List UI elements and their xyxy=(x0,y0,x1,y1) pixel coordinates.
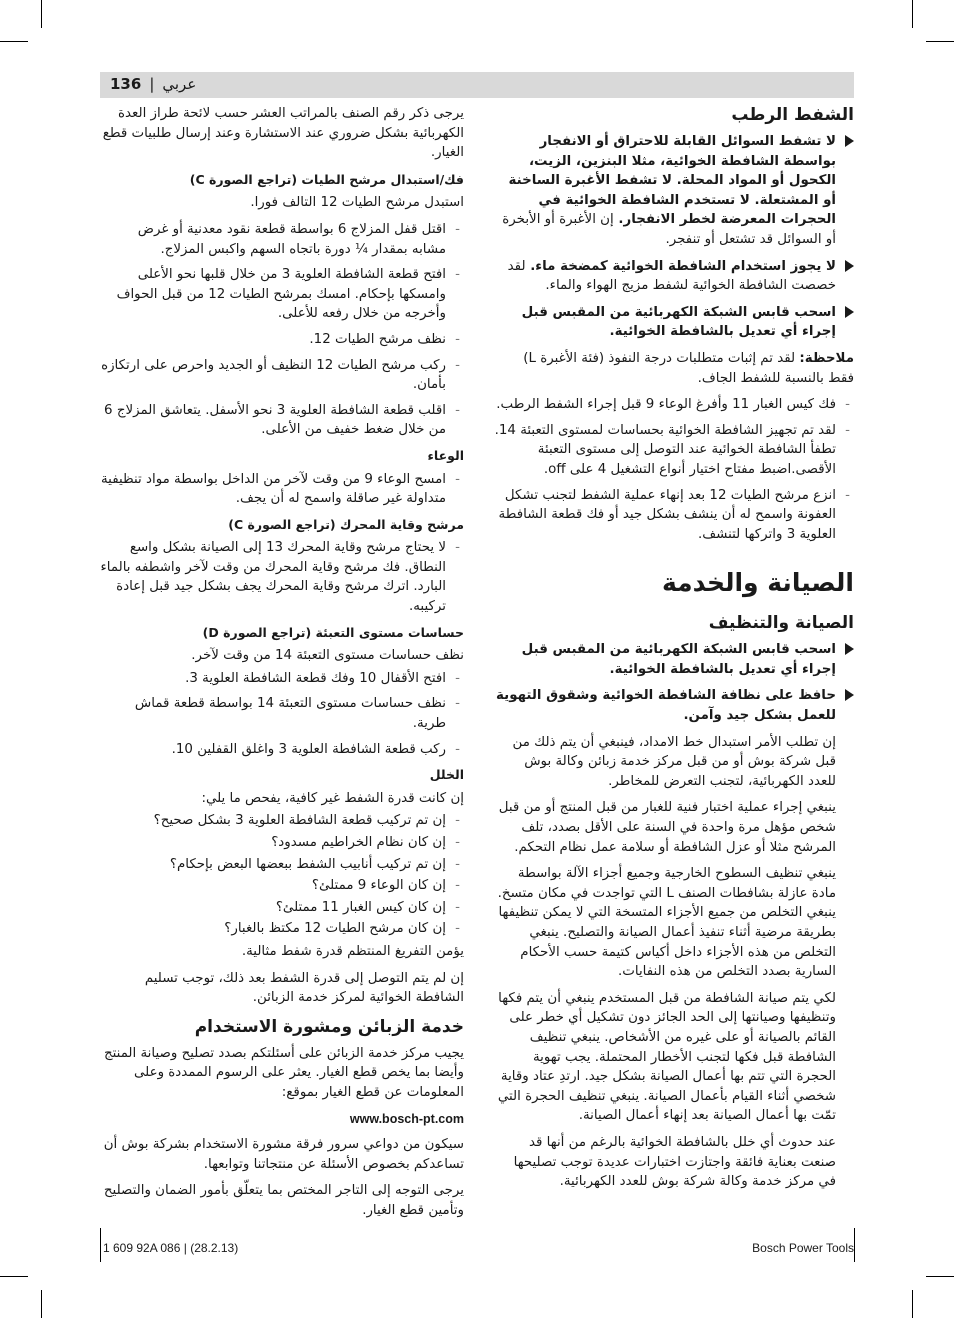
list-item xyxy=(494,421,854,480)
paragraph: إن تطلب الأمر استبدال خط الامداد، فينبغي أن يتم ذلك من قبل شركة بوش أو من قبل مركز خدمة زبائن وكالة بوش للعدد الكهربائية، لتجنب التعرض للمخاطر. xyxy=(512,734,836,789)
list-item-text: إن كان الوعاء 9 ممتلئ؟ xyxy=(311,878,446,894)
list-item xyxy=(100,694,464,733)
list-item xyxy=(100,669,464,689)
paragraph: يجيب مركز خدمة الزبائن على أسئلتكم بصدد تصليح وصيانة المنتج وأيضا بما يخص قطع الغيار. يعثر على الرسوم الممددة وعلى المعلومات عن قطع الغيار بموقع: xyxy=(103,1045,464,1100)
warning-item xyxy=(494,132,854,250)
warning-triangle-icon xyxy=(845,689,854,701)
warning-triangle-icon xyxy=(845,306,854,318)
list-item xyxy=(100,538,464,616)
list-item xyxy=(100,401,464,440)
list-item-text: لقد تم تجهيز الشافطة الخوائية بحساسات لمستوى التعبئة 14. تطفأ الشافطة الخوائية عند التوصل إلى مستوى التعبئة الأقصى.اضبط مفتاح اختيار أنواع التشغيل 4 على off. xyxy=(494,422,836,477)
page-number: 136 xyxy=(110,75,142,93)
warning-item xyxy=(494,303,854,342)
dash-bullet-icon: - xyxy=(845,422,850,438)
crop-mark xyxy=(912,1290,913,1318)
subsection-title: مرشح وقاية المحرك (تراجع الصورة C) xyxy=(228,516,464,532)
warning-triangle-icon xyxy=(845,643,854,655)
warning-bold: لا تشفط السوائل القابلة للاحتراق أو الانفجار بواسطة الشافطة الخوائية، مثلا البنزين، الزيت، الكحول أو المواد المحلة. لا تشفط الأغبرة الساخنة أو المشتعلة. لا تستخدم الشافطة الخوائية في الحجرات المعرضة لخطر الانفجار. xyxy=(508,134,836,228)
dash-bullet-icon: - xyxy=(455,331,460,347)
website-link[interactable]: www.bosch-pt.com xyxy=(349,1111,464,1126)
list-item-text: إن كان نظام الخراطيم مسدود؟ xyxy=(271,835,446,850)
dash-bullet-icon: - xyxy=(455,921,460,937)
crop-mark xyxy=(926,41,954,42)
list-item-text: افتح قطعة الشافطة العلوية 3 من خلال قلبها نحو الأعلى وامسكها بإحكام. امسك بمرشح الطيات 12 من قبل الحواف وأخرجه من خلال رفعه للأعلى. xyxy=(116,267,446,322)
dash-bullet-icon: - xyxy=(455,402,460,418)
dash-bullet-icon: - xyxy=(455,835,460,850)
dash-bullet-icon: - xyxy=(455,899,460,915)
note-text: لقد تم إثبات متطلبات درجة النفوذ (فئة الأغبرة L) فقط بالنسبة للشفط الجاف. xyxy=(523,350,854,386)
paragraph: ينبغي تنظيف السطوح الخارجية وجميع أجزاء الآلة بواسطة مادة عازلة بشافطات الصنف L التي تواجدت في مكان متسخ. ينبغي التخلص من جميع الأجزاء المتسخة التي لا يمكن تنظيفها بطريقة مرضية أثناء تنفيذ أعمال الصيانة والتصليح. ينبغي التخلص من هذه الأجزاء داخل أكياس كتيمة حسب الأحكام السارية بصدد التخلص من هذه النفايات. xyxy=(497,866,836,980)
right-column xyxy=(494,104,854,1199)
dash-bullet-icon: - xyxy=(455,741,460,757)
note-label: ملاحظة: xyxy=(799,350,854,366)
dash-bullet-icon: - xyxy=(845,487,850,503)
paragraph: ينبغي إجراء عملية اختبار فنية للغبار من قبل المنتج أو من قبل شخص مؤهل مرة واحدة في السنة على الأقل بصدد، تلف المرشح مثلا أو عزل الشافطة أو سلامة عمل نظام التحكم. xyxy=(498,800,836,855)
list-item xyxy=(100,833,464,853)
warning-triangle-icon xyxy=(845,260,854,272)
warning-item xyxy=(494,640,854,679)
crop-mark xyxy=(0,41,28,42)
paragraph: سيكون من دواعي سرور فرقة مشورة الاستخدام بشركة بوش أن تساعدكم بخصوص الأسئلة عن منتجاتنا وتوابعها. xyxy=(103,1137,464,1172)
list-item-text: إن كان مرشح الطيات 12 مكتظ بالغبار؟ xyxy=(224,921,446,937)
crop-mark xyxy=(41,1290,42,1318)
paragraph: استبدل مرشح الطيات 12 التالف فورا. xyxy=(250,195,464,211)
list-item-text: نظف حساسات مستوى التعبئة 14 بواسطة قطعة قماش طرية. xyxy=(134,696,446,732)
header-separator: | xyxy=(149,75,155,93)
list-item-text: اقتل قفل المزلاج 6 بواسطة قطعة نقود معدنية أو غرض مشابه بمقدار ¼ دورة باتجاه السهم واكبس المزلاج. xyxy=(137,221,446,257)
list-item xyxy=(100,898,464,918)
list-item xyxy=(100,811,464,831)
list-item-text: امسح الوعاء 9 من وقت لآخر من الداخل بواسطة مواد تنظيفية متداولة غير صاقلة واسمح له أن يجف. xyxy=(100,471,446,507)
subsection-title: الوعاء xyxy=(427,447,464,463)
warning-triangle-icon xyxy=(845,135,854,147)
dash-bullet-icon: - xyxy=(845,397,850,413)
warning-bold: حافظ على نظافة الشافطة الخوائية وشقوق التهوية للعمل بشكل جيد وآمن. xyxy=(496,688,836,724)
paragraph: يرجى التوجه إلى التاجر المختص بما يتعلّق بأمور الضمان والتصليح وتأمين قطع الغيار. xyxy=(103,1183,464,1218)
crop-mark xyxy=(41,0,42,28)
paragraph: إن لم يتم التوصل إلى قدرة الشفط بعد ذلك، توجب تسليم الشافطة الخوائية لمركز خدمة الزبائن. xyxy=(144,970,464,1006)
list-item xyxy=(100,919,464,939)
warning-item xyxy=(494,257,854,296)
list-item xyxy=(494,395,854,415)
dash-bullet-icon: - xyxy=(455,878,460,894)
footer-divider xyxy=(854,1228,855,1262)
list-item-text: انزع مرشح الطيات 12 بعد إنهاء عملية الشفط لتجنب تشكل العفونة واسمح له أن ينشف بشكل جيد أو فك قطعة الشافطة العلوية 3 واتركها لتنشف. xyxy=(498,487,836,542)
crop-mark xyxy=(926,1276,954,1277)
header-bar xyxy=(100,72,854,98)
paragraph: إن كانت قدرة الشفط غير كافية، يفحص ما يلي: xyxy=(201,790,464,806)
section-title-maintenance: الصيانة والتنظيف xyxy=(708,613,854,634)
paragraph: يؤمن التفريغ المنتظم قدرة شفط مثالية. xyxy=(241,943,464,959)
list-item-text: فك كيس الغبار 11 وأفرغ الوعاء 9 قبل إجراء الشفط الرطب. xyxy=(496,397,836,413)
warning-text: لقد خصصت الشافطة الخوائية لشفط مزيج الهواء والماء. xyxy=(507,258,836,294)
list-item-text: نظف مرشح الطيات 12. xyxy=(309,331,446,347)
footer-doc-number: 1 609 92A 086 | (28.2.13) xyxy=(103,1241,239,1255)
footer-divider xyxy=(100,1228,101,1262)
page-header xyxy=(110,75,196,93)
dash-bullet-icon: - xyxy=(455,221,460,237)
list-item-text: افتح الأقفال 10 وفك قطعة الشافطة العلوية 3. xyxy=(185,670,446,686)
section-title-wet: الشفط الرطب xyxy=(731,105,854,125)
subsection-title: الخلل xyxy=(429,767,464,783)
dash-bullet-icon: - xyxy=(455,471,460,487)
list-item-text: إن تم تركيب قطعة الشافطة العلوية 3 بشكل صحيح؟ xyxy=(153,813,446,829)
chapter-title: الصيانة والخدمة xyxy=(661,568,854,598)
list-item-text: لا يحتاج مرشح وقاية المحرك 13 إلى الصيانة بشكل واسع النطاق. فك مرشح وقاية المحرك من وقت لآخر واشطفه بالماء البارد. اترك مرشح وقاية المحرك يجف بشكل جيد قبل إعادة تركيبه. xyxy=(100,540,446,615)
dash-bullet-icon: - xyxy=(455,357,460,373)
list-item-text: إن كان كيس الغبار 11 ممتلئ؟ xyxy=(275,899,446,915)
dash-bullet-icon: - xyxy=(455,696,460,712)
list-item-text: اقلب قطعة الشافطة العلوية 3 نحو الأسفل. يتعاشق المزلاج 6 من خلال ضغط خفيف من الأعلى. xyxy=(104,402,446,438)
dash-bullet-icon: - xyxy=(455,670,460,686)
list-item xyxy=(100,740,464,760)
list-item xyxy=(100,265,464,324)
subsection-title: فك/استبدال مرشح الطيات (تراجع الصورة C) xyxy=(189,171,464,187)
warning-bold: لا يجوز استخدام الشافطة الخوائية كمضخة ماء. xyxy=(530,258,836,274)
paragraph: يرجى ذكر رقم الصنف بالمراتب العشر حسب لائحة طراز العدة الكهربائية بشكل ضروري عند الاستشارة وعند إرسال طلبيات قطع الغيار. xyxy=(102,106,464,161)
list-item xyxy=(100,330,464,350)
subsection-title: حساسات مستوى التعبئة (تراجع الصورة D) xyxy=(202,624,464,640)
section-title-service: خدمة الزبائن ومشورة الاستخدام xyxy=(194,1016,464,1037)
dash-bullet-icon: - xyxy=(455,856,460,872)
list-item xyxy=(100,356,464,395)
crop-mark xyxy=(0,1276,28,1277)
paragraph: عند حدوث أي خلل بالشافطة الخوائية بالرغم من أنها قد صنعت بعناية فائقة واجتازت اختبارات عديدة توجب تصليحها في مركز خدمة وكالة شركة بوش للعدد الكهربائية. xyxy=(513,1134,836,1190)
note-paragraph xyxy=(494,349,854,388)
list-item xyxy=(100,876,464,896)
list-item xyxy=(100,855,464,875)
dash-bullet-icon: - xyxy=(455,813,460,829)
list-item xyxy=(494,486,854,545)
crop-mark xyxy=(912,0,913,28)
footer-brand: Bosch Power Tools xyxy=(752,1241,854,1255)
list-item xyxy=(100,220,464,259)
warning-bold: اسحب قابس الشبكة الكهربائية من المقبس قبل إجراء أي تعديل بالشافطة الخوائية. xyxy=(521,304,836,340)
dash-bullet-icon: - xyxy=(455,267,460,283)
warning-text: إن الأغبرة أو الأبخرة أو السوائل قد تشتعل أو تنفجر. xyxy=(502,212,836,247)
warning-bold: اسحب قابس الشبكة الكهربائية من المقبس قبل إجراء أي تعديل بالشافطة الخوائية. xyxy=(521,642,836,677)
paragraph: لكي يتم صيانة الشافطة من قبل المستخدم ينبغي أن يتم فكها وتنظيفها وصيانتها إلى الحد الجائز دون تشكيل أي خطر على القائم بالصيانة أو على غيره من الأشخاص. ينبغي تنظيف الشافطة قبل فكها لتجنب الأخطار المحتملة. يجب تهوية الحجرة التي تتم بها أعمال الصيانة بشكل جيد. ارتدِ عتاد وقاية شخصي أثناء القيام بأعمال الصيانة. ينبغي تنظيف الحجرة التي تمّت بها أعمال الصيانة بعد إنهاء أعمال الصيانة. xyxy=(497,990,836,1124)
list-item-text: إن تم تركيب أنابيب الشفط ببعضها البعض بإحكام؟ xyxy=(169,856,446,872)
left-column xyxy=(100,104,464,1228)
warning-item xyxy=(494,686,854,725)
list-item xyxy=(100,470,464,509)
dash-bullet-icon: - xyxy=(455,540,460,556)
list-item-text: ركب مرشح الطيات 12 النظيف أو الجديد واحرص على ارتكازه بأمان. xyxy=(101,357,446,393)
language-label: عربي xyxy=(162,75,197,93)
paragraph: نظف حساسات مستوى التعبئة 14 من وقت لآخر. xyxy=(191,648,464,664)
list-item-text: ركب قطعة الشافطة العلوية 3 واغلق القفلين 10. xyxy=(171,741,446,757)
